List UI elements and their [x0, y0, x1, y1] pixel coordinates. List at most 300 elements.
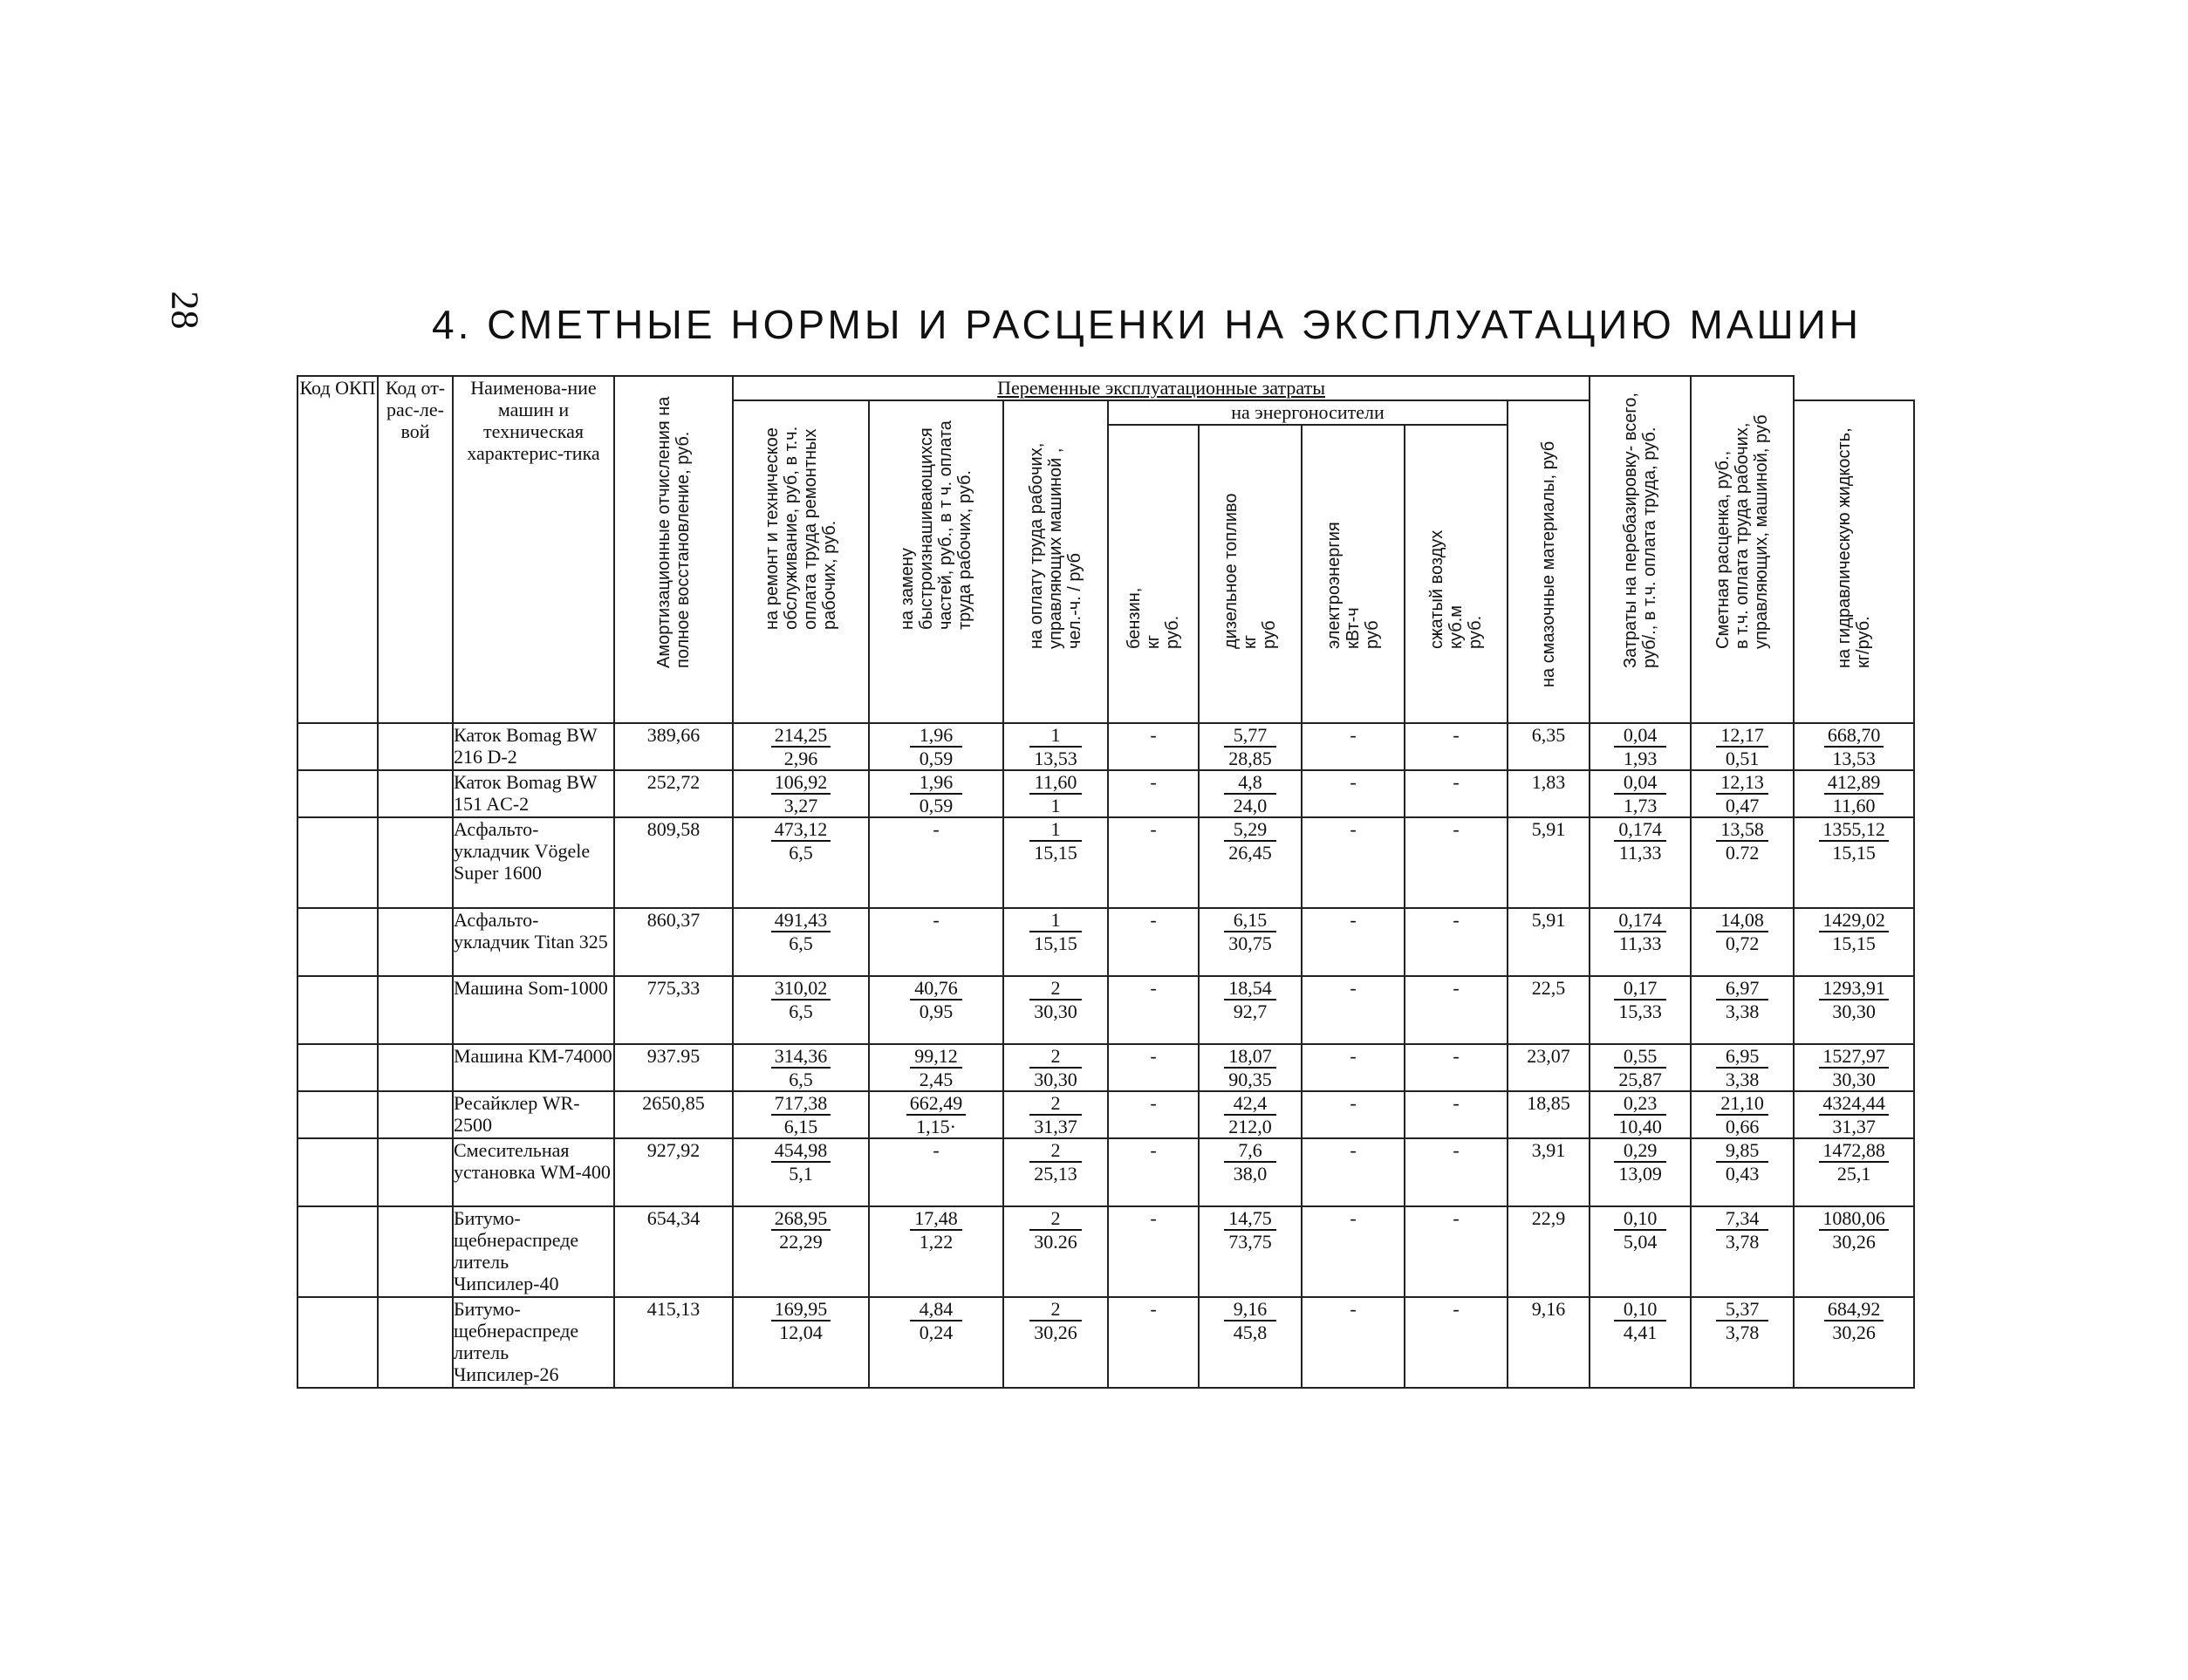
fraction: [1224, 771, 1276, 816]
cell-air: -: [1405, 908, 1508, 976]
fraction: [1029, 818, 1082, 864]
numerator: 2: [1029, 1092, 1082, 1116]
header-line: Сметная расценка, руб.,: [1713, 450, 1733, 649]
numerator: 454,98: [771, 1139, 831, 1163]
fraction: [1824, 724, 1884, 769]
numerator: 1080,06: [1819, 1207, 1889, 1231]
cell-labor: [1003, 1138, 1108, 1206]
numerator: 668,70: [1824, 724, 1884, 748]
denominator: 2,96: [783, 748, 818, 769]
cell-diesel: [1199, 976, 1302, 1044]
fraction: [910, 1298, 962, 1343]
empty-dash: -: [933, 818, 940, 840]
denominator: 15,15: [1832, 932, 1876, 954]
cell-petrol: -: [1108, 1091, 1199, 1138]
cell-rate: [1794, 976, 1914, 1044]
cell-kod-otr: [378, 723, 453, 770]
cell-lubricants: 9,16: [1508, 1297, 1590, 1388]
numerator: 1472,88: [1819, 1139, 1889, 1163]
cell-amort: 775,33: [614, 976, 733, 1044]
header-variable-group: Переменные эксплуатационные затраты: [733, 376, 1590, 400]
cell-kod-otr: [378, 817, 453, 908]
cell-repair: [733, 1297, 869, 1388]
denominator: 0,72: [1725, 932, 1760, 954]
cell-kod-otr: [378, 770, 453, 817]
denominator: 13,53: [1832, 748, 1876, 769]
cell-amort: 389,66: [614, 723, 733, 770]
fraction: [1716, 977, 1768, 1022]
denominator: 30,30: [1034, 1000, 1077, 1022]
numerator: 14,08: [1716, 909, 1768, 932]
numerator: 0,04: [1614, 771, 1666, 795]
table-row: [297, 908, 1914, 976]
cell-petrol: -: [1108, 817, 1199, 908]
cell-electric: -: [1302, 1206, 1405, 1297]
header-name: Наименова-ние машин и техническая характерис-тика: [453, 376, 614, 723]
cell-rate: [1794, 817, 1914, 908]
cell-machine-name: Битумо-щебнераспреде литель Чипсилер-26: [453, 1297, 614, 1388]
numerator: 5,37: [1716, 1298, 1768, 1321]
cell-parts: [869, 770, 1003, 817]
numerator: 5,29: [1224, 818, 1276, 842]
numerator: 13,58: [1716, 818, 1768, 842]
fraction: [771, 724, 831, 769]
fraction: [910, 724, 962, 769]
cell-electric: -: [1302, 1091, 1405, 1138]
header-line: в т.ч. оплата труда рабочих,: [1733, 422, 1753, 649]
cell-diesel: [1199, 723, 1302, 770]
cell-hydraulic: [1590, 976, 1691, 1044]
header-rate: [1691, 376, 1794, 723]
fraction: [1716, 771, 1768, 816]
denominator: 25,13: [1034, 1163, 1077, 1185]
numerator: 18,54: [1224, 977, 1276, 1000]
numerator: 1,96: [910, 771, 962, 795]
fraction: [1029, 1298, 1082, 1343]
numerator: 662,49: [906, 1092, 967, 1116]
fraction: [1819, 1207, 1889, 1253]
denominator: 3,38: [1725, 1069, 1760, 1090]
numerator: 6,97: [1716, 977, 1768, 1000]
cell-rate: [1794, 1297, 1914, 1388]
numerator: 412,89: [1824, 771, 1884, 795]
denominator: 13,53: [1034, 748, 1077, 769]
cell-parts: [869, 723, 1003, 770]
denominator: 1,22: [919, 1231, 954, 1253]
fraction: [1029, 771, 1082, 816]
cell-relocation: [1691, 1138, 1794, 1206]
cell-parts: [869, 1297, 1003, 1388]
cell-air: -: [1405, 1206, 1508, 1297]
cell-kod-okp: [297, 1206, 378, 1297]
numerator: 17,48: [910, 1207, 962, 1231]
numerator: 14,75: [1224, 1207, 1276, 1231]
cell-air: -: [1405, 1297, 1508, 1388]
cell-rate: [1794, 770, 1914, 817]
numerator: 106,92: [771, 771, 831, 795]
header-line: рабочих, руб.: [820, 520, 839, 630]
cell-lubricants: 5,91: [1508, 817, 1590, 908]
cell-labor: [1003, 723, 1108, 770]
rates-table: [297, 375, 1915, 1389]
denominator: 90,35: [1228, 1069, 1272, 1090]
fraction: [1029, 1207, 1082, 1253]
fraction: [1614, 1092, 1666, 1137]
denominator: 3,27: [783, 795, 818, 816]
cell-repair: [733, 1206, 869, 1297]
cell-machine-name: Ресайклер WR-2500: [453, 1091, 614, 1138]
fraction: [1224, 1045, 1276, 1090]
cell-kod-otr: [378, 1297, 453, 1388]
denominator: 6,5: [789, 842, 813, 864]
fraction: [906, 1092, 967, 1137]
cell-air: -: [1405, 1044, 1508, 1091]
numerator: 0,04: [1614, 724, 1666, 748]
fraction: [1614, 1207, 1666, 1253]
cell-relocation: [1691, 723, 1794, 770]
fraction: [1716, 1298, 1768, 1343]
numerator: 4,84: [910, 1298, 962, 1321]
fraction: [771, 1139, 831, 1185]
header-line: руб: [1260, 620, 1279, 649]
cell-electric: -: [1302, 723, 1405, 770]
cell-relocation: [1691, 1044, 1794, 1091]
denominator: 30.26: [1034, 1231, 1077, 1253]
denominator: 28,85: [1228, 748, 1272, 769]
fraction: [910, 977, 962, 1022]
cell-petrol: -: [1108, 1044, 1199, 1091]
cell-relocation: [1691, 770, 1794, 817]
numerator: 2: [1029, 1298, 1082, 1321]
header-line: на смазочные материалы, руб: [1539, 440, 1559, 687]
fraction: [1614, 1045, 1666, 1090]
fraction: [1614, 1139, 1666, 1185]
fraction: [1029, 1092, 1082, 1137]
cell-lubricants: 3,91: [1508, 1138, 1590, 1206]
cell-labor: [1003, 1297, 1108, 1388]
denominator: 73,75: [1228, 1231, 1272, 1253]
header-line: электроэнергия: [1324, 522, 1344, 649]
cell-labor: [1003, 817, 1108, 908]
table-row: [297, 1206, 1914, 1297]
cell-kod-otr: [378, 1138, 453, 1206]
numerator: 2: [1029, 1207, 1082, 1231]
fraction: [771, 1092, 831, 1137]
fraction: [771, 1045, 831, 1090]
numerator: 2: [1029, 1139, 1082, 1163]
numerator: 684,92: [1824, 1298, 1884, 1321]
denominator: 13,09: [1618, 1163, 1662, 1185]
denominator: 31,37: [1034, 1116, 1077, 1137]
denominator: 30,75: [1228, 932, 1272, 954]
fraction: [1224, 977, 1276, 1022]
denominator: 26,45: [1228, 842, 1272, 864]
cell-lubricants: 18,85: [1508, 1091, 1590, 1138]
fraction: [1716, 1139, 1768, 1185]
cell-rate: [1794, 723, 1914, 770]
cell-relocation: [1691, 1297, 1794, 1388]
fraction: [1614, 771, 1666, 816]
cell-repair: [733, 817, 869, 908]
fraction: [771, 1298, 831, 1343]
numerator: 7,34: [1716, 1207, 1768, 1231]
denominator: 2,45: [919, 1069, 954, 1090]
cell-electric: -: [1302, 1297, 1405, 1388]
cell-lubricants: 23,07: [1508, 1044, 1590, 1091]
cell-electric: -: [1302, 770, 1405, 817]
fraction: [1614, 818, 1666, 864]
cell-machine-name: Битумо-щебнераспреде литель Чипсилер-40: [453, 1206, 614, 1297]
cell-machine-name: Асфальто-укладчик Vögele Super 1600: [453, 817, 614, 908]
fraction: [1224, 1298, 1276, 1343]
header-line: руб: [1363, 620, 1382, 649]
cell-repair: [733, 1091, 869, 1138]
table-row: [297, 723, 1914, 770]
cell-machine-name: Асфальто-укладчик Titan 325: [453, 908, 614, 976]
header-electric: [1302, 425, 1405, 723]
cell-kod-okp: [297, 770, 378, 817]
cell-machine-name: Каток Bomag BW 216 D-2: [453, 723, 614, 770]
cell-diesel: [1199, 817, 1302, 908]
numerator: 2: [1029, 977, 1082, 1000]
fraction: [1819, 909, 1889, 954]
numerator: 0,10: [1614, 1207, 1666, 1231]
cell-relocation: [1691, 1091, 1794, 1138]
cell-kod-okp: [297, 723, 378, 770]
cell-hydraulic: [1590, 1091, 1691, 1138]
fraction: [1224, 1139, 1276, 1185]
header-parts: [869, 400, 1003, 723]
header-line: чел.-ч. / руб: [1065, 553, 1084, 649]
cell-kod-okp: [297, 976, 378, 1044]
fraction: [1224, 909, 1276, 954]
denominator: 0,47: [1725, 795, 1760, 816]
cell-lubricants: 1,83: [1508, 770, 1590, 817]
cell-parts: [869, 1138, 1003, 1206]
cell-amort: 927,92: [614, 1138, 733, 1206]
table-row: [297, 817, 1914, 908]
numerator: 1: [1029, 724, 1082, 748]
header-line: на гидравлическую жидкость,: [1835, 427, 1855, 668]
header-line: бензин,: [1125, 587, 1144, 649]
cell-machine-name: Машина КМ-74000: [453, 1044, 614, 1091]
cell-rate: [1794, 1091, 1914, 1138]
denominator: 15,15: [1034, 932, 1077, 954]
header-line: руб/., в т.ч. оплата труда, руб.: [1640, 427, 1660, 668]
numerator: 6,95: [1716, 1045, 1768, 1069]
denominator: 15,15: [1832, 842, 1876, 864]
cell-diesel: [1199, 770, 1302, 817]
cell-machine-name: Смесительная установка WM-400: [453, 1138, 614, 1206]
header-line: руб.: [1466, 615, 1485, 649]
denominator: 0,95: [919, 1000, 954, 1022]
cell-hydraulic: [1590, 1297, 1691, 1388]
cell-lubricants: 22,9: [1508, 1206, 1590, 1297]
fraction: [1029, 977, 1082, 1022]
numerator: 4324,44: [1819, 1092, 1889, 1116]
cell-hydraulic: [1590, 1206, 1691, 1297]
denominator: 25,87: [1618, 1069, 1662, 1090]
numerator: 0,174: [1614, 909, 1666, 932]
numerator: 310,02: [771, 977, 831, 1000]
header-air: [1405, 425, 1508, 723]
numerator: 42,4: [1224, 1092, 1276, 1116]
header-line: на оплату труда рабочих,: [1027, 442, 1046, 649]
cell-repair: [733, 770, 869, 817]
fraction: [1029, 909, 1082, 954]
denominator: 0,24: [919, 1321, 954, 1343]
header-line: кВт-ч: [1344, 607, 1363, 649]
cell-amort: 937.95: [614, 1044, 733, 1091]
cell-parts: [869, 1206, 1003, 1297]
cell-repair: [733, 1138, 869, 1206]
header-energy-group: на энергоносители: [1108, 400, 1508, 425]
cell-petrol: -: [1108, 976, 1199, 1044]
numerator: 0,174: [1614, 818, 1666, 842]
numerator: 5,77: [1224, 724, 1276, 748]
header-line: куб.м: [1446, 605, 1466, 649]
numerator: 473,12: [771, 818, 831, 842]
fraction: [1716, 909, 1768, 954]
denominator: 30,26: [1832, 1231, 1876, 1253]
cell-petrol: -: [1108, 770, 1199, 817]
fraction: [1819, 1045, 1889, 1090]
denominator: 0,66: [1725, 1116, 1760, 1137]
cell-labor: [1003, 770, 1108, 817]
fraction: [771, 909, 831, 954]
numerator: 9,85: [1716, 1139, 1768, 1163]
header-line: Амортизационные отчисления на: [654, 396, 673, 668]
header-relocation-cell: [1590, 376, 1691, 723]
cell-electric: -: [1302, 976, 1405, 1044]
denominator: 30,30: [1034, 1069, 1077, 1090]
fraction: [1029, 1139, 1082, 1185]
denominator: 3,38: [1725, 1000, 1760, 1022]
cell-kod-okp: [297, 1091, 378, 1138]
numerator: 314,36: [771, 1045, 831, 1069]
fraction: [771, 977, 831, 1022]
header-labor: [1003, 400, 1108, 723]
numerator: 0,55: [1614, 1045, 1666, 1069]
numerator: 0,29: [1614, 1139, 1666, 1163]
cell-kod-okp: [297, 1297, 378, 1388]
fraction: [1819, 1092, 1889, 1137]
numerator: 1429,02: [1819, 909, 1889, 932]
numerator: 11,60: [1029, 771, 1082, 795]
fraction: [1224, 818, 1276, 864]
cell-air: -: [1405, 723, 1508, 770]
cell-parts: [869, 1091, 1003, 1138]
header-line: быстроизнашивающихся: [917, 427, 936, 630]
cell-hydraulic: [1590, 723, 1691, 770]
cell-kod-okp: [297, 1138, 378, 1206]
numerator: 1,96: [910, 724, 962, 748]
cell-repair: [733, 1044, 869, 1091]
cell-petrol: -: [1108, 723, 1199, 770]
fraction: [1029, 724, 1082, 769]
fraction: [1224, 1092, 1276, 1137]
denominator: 30,26: [1034, 1321, 1077, 1343]
cell-electric: -: [1302, 908, 1405, 976]
cell-labor: [1003, 1206, 1108, 1297]
cell-machine-name: Машина Som-1000: [453, 976, 614, 1044]
numerator: 99,12: [910, 1045, 962, 1069]
fraction: [1224, 724, 1276, 769]
page-title: 4. СМЕТНЫЕ НОРМЫ И РАСЦЕНКИ НА ЭКСПЛУАТАЦИЮ МАШИН: [432, 302, 1863, 347]
header-petrol: [1108, 425, 1199, 723]
cell-parts: [869, 817, 1003, 908]
denominator: 0,59: [919, 795, 954, 816]
table-row: [297, 1044, 1914, 1091]
cell-kod-otr: [378, 908, 453, 976]
denominator: 6,5: [789, 1069, 813, 1090]
cell-amort: 2650,85: [614, 1091, 733, 1138]
header-line: кг: [1241, 634, 1260, 649]
numerator: 0,10: [1614, 1298, 1666, 1321]
fraction: [910, 1045, 962, 1090]
denominator: 5,1: [789, 1163, 813, 1185]
cell-hydraulic: [1590, 770, 1691, 817]
denominator: 30,30: [1832, 1069, 1876, 1090]
numerator: 214,25: [771, 724, 831, 748]
cell-diesel: [1199, 1206, 1302, 1297]
fraction: [1819, 1139, 1889, 1185]
denominator: 0.72: [1725, 842, 1760, 864]
header-line: оплата труда ремонтных: [801, 428, 820, 630]
cell-relocation: [1691, 817, 1794, 908]
denominator: 22,29: [779, 1231, 823, 1253]
cell-amort: 809,58: [614, 817, 733, 908]
denominator: 30,30: [1832, 1000, 1876, 1022]
table-row: [297, 1091, 1914, 1138]
cell-kod-otr: [378, 976, 453, 1044]
cell-air: -: [1405, 1138, 1508, 1206]
fraction: [1716, 818, 1768, 864]
denominator: 0,43: [1725, 1163, 1760, 1185]
numerator: 2: [1029, 1045, 1082, 1069]
fraction: [1614, 724, 1666, 769]
numerator: 1527,97: [1819, 1045, 1889, 1069]
fraction: [1819, 977, 1889, 1022]
denominator: 92,7: [1233, 1000, 1268, 1022]
cell-labor: [1003, 1044, 1108, 1091]
header-line: обслуживание, руб, в т.ч.: [782, 426, 801, 630]
cell-kod-okp: [297, 817, 378, 908]
cell-machine-name: Каток Bomag BW 151 AC-2: [453, 770, 614, 817]
denominator: 6,5: [789, 932, 813, 954]
denominator: 5,04: [1623, 1231, 1658, 1253]
cell-amort: 654,34: [614, 1206, 733, 1297]
header-line: труда рабочих, руб.: [955, 470, 974, 630]
fraction: [1029, 1045, 1082, 1090]
cell-diesel: [1199, 1044, 1302, 1091]
numerator: 21,10: [1716, 1092, 1768, 1116]
cell-kod-otr: [378, 1044, 453, 1091]
cell-rate: [1794, 1044, 1914, 1091]
header-line: Затраты на перебазировку- всего,: [1621, 393, 1641, 668]
numerator: 1: [1029, 909, 1082, 932]
numerator: 491,43: [771, 909, 831, 932]
denominator: 212,0: [1228, 1116, 1272, 1137]
denominator: 24,0: [1233, 795, 1268, 816]
header-line: кг: [1144, 634, 1163, 649]
cell-hydraulic: [1590, 1044, 1691, 1091]
numerator: 717,38: [771, 1092, 831, 1116]
cell-air: -: [1405, 1091, 1508, 1138]
cell-repair: [733, 723, 869, 770]
cell-rate: [1794, 908, 1914, 976]
fraction: [1824, 1298, 1884, 1343]
